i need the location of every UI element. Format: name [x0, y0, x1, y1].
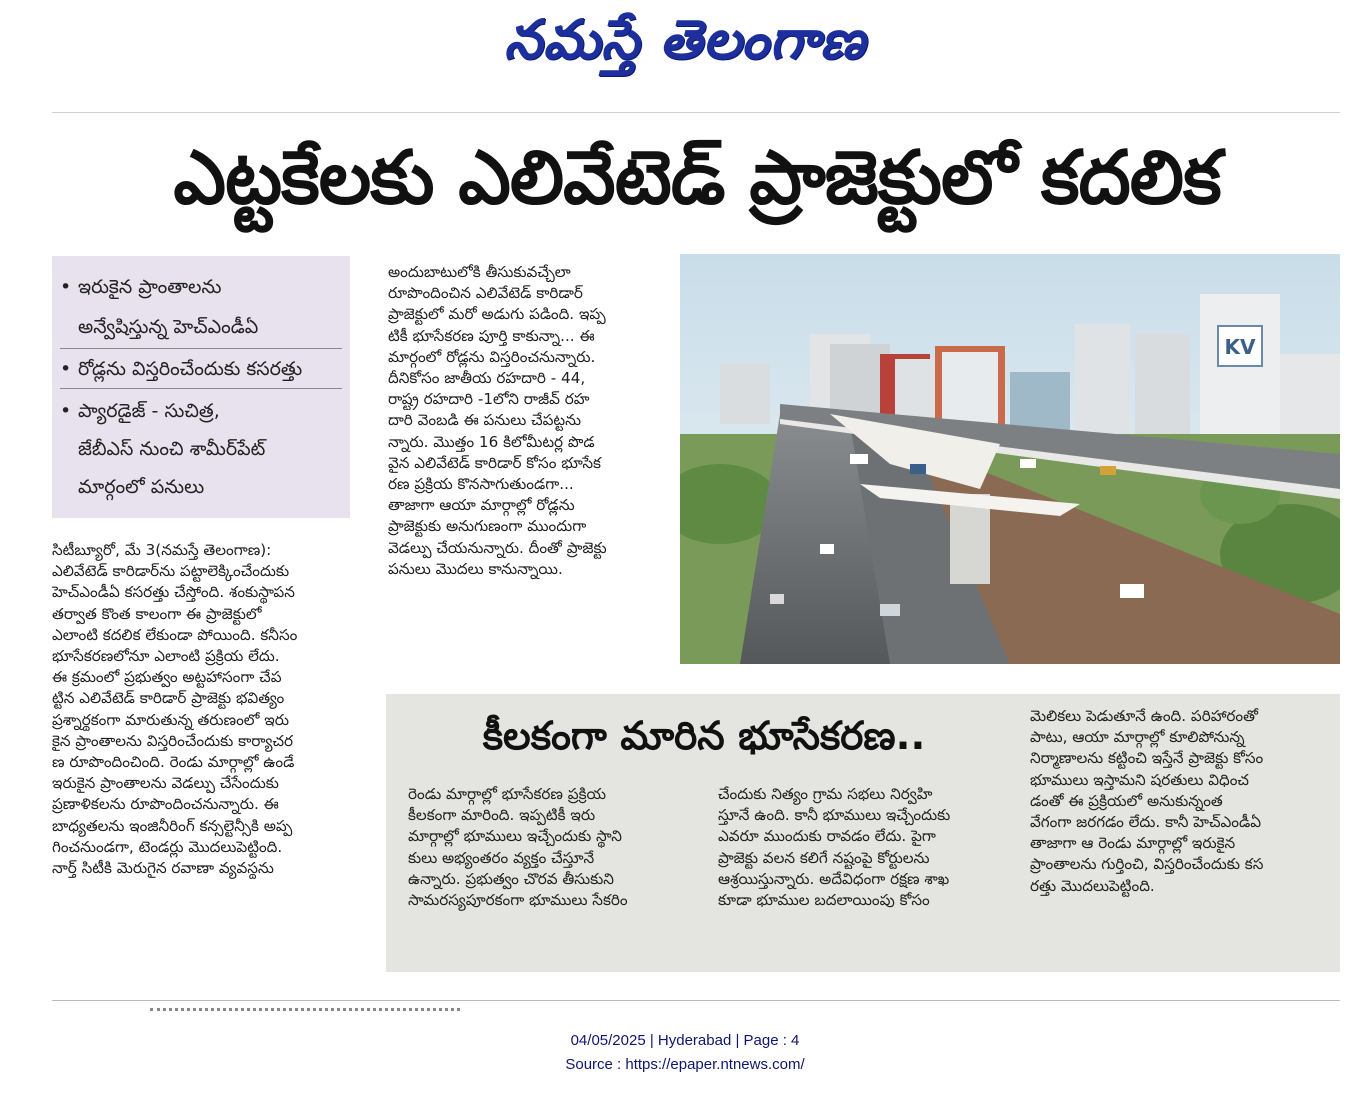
elevated-corridor-photo — [680, 254, 1340, 664]
article-line: రాష్ట్ర రహదారి -1లోని రాజీవ్ రహ — [388, 390, 590, 409]
article-line: అందుబాటులోకి తీసుకువచ్చేలా — [388, 263, 571, 281]
clipped-text-edge — [150, 1008, 460, 1014]
bottom-divider — [52, 1000, 1340, 1001]
article-line: దీనికోసం జాతీయ రహదారి - 44, — [388, 369, 586, 388]
highlight-text: ప్యారడైజ్ - సుచిత్ర, — [78, 400, 220, 422]
article-line: ఎలివేటెడ్ కారిడార్‌ను పట్టాలెక్కించేందుకు — [52, 562, 290, 581]
article-line: ప్రాజెక్టులో మరో అడుగు పడింది. ఇప్ప — [388, 305, 606, 324]
article-line: మార్గాల్లో భూములు ఇచ్చేందుకు స్థాని — [408, 827, 622, 846]
highlight-item — [60, 350, 302, 388]
article-line: హెచ్ఎండీఏ కసరత్తు చేస్తోంది. శంకుస్థాపన — [52, 583, 295, 602]
top-divider — [52, 112, 1340, 113]
highlight-divider — [60, 348, 342, 349]
highlight-text: అన్వేషిస్తున్న హెచ్ఎండీఏ — [78, 316, 259, 338]
article-line: ఎవరూ ముందుకు రావడం లేదు. పైగా — [718, 827, 936, 846]
article-line: కూడా భూముల బదలాయింపు కోసం — [718, 891, 930, 910]
article-line: చేందుకు నిత్యం గ్రామ సభలు నిర్వహి — [718, 785, 933, 803]
bullet-icon: • — [60, 276, 72, 298]
article-line: ఈ క్రమంలో ప్రభుత్వం అట్టహాసంగా చేప — [52, 668, 282, 687]
article-left-column — [52, 540, 352, 879]
highlight-text: జేబీఎస్ నుంచి శామీర్‌పేట్ — [78, 438, 266, 460]
article-line: స్తూనే ఉంది. కానీ భూములు ఇచ్చేందుకు — [718, 806, 951, 825]
subsection-column-3 — [1030, 706, 1320, 897]
article-line: పనులు మొదలు కానున్నాయి. — [388, 559, 563, 578]
article-line: ఆశ్రయిస్తున్నారు. అదేవిధంగా రక్షణ శాఖ — [718, 869, 950, 888]
article-line: రణ ప్రక్రియ కొనసాగుతుండగా... — [388, 475, 574, 494]
corridor-illustration — [680, 254, 1340, 664]
article-line: భూసేకరణలోనూ ఎలాంటి ప్రక్రియ లేదు. — [52, 647, 280, 666]
article-line: రూపొందించిన ఎలివేటెడ్ కారిడార్ — [388, 284, 583, 303]
article-line: కులు అభ్యంతరం వ్యక్తం చేస్తూనే — [408, 848, 595, 867]
bullet-icon: • — [60, 400, 72, 422]
article-line: ప్రాంతాలను గుర్తించి, విస్తరించేందుకు కస — [1030, 855, 1264, 874]
article-line: న్నారు. మొత్తం 16 కిలోమీటర్ల పొడ — [388, 432, 595, 451]
article-line: మెలికలు పెడుతూనే ఉంది. పరిహారంతో — [1030, 707, 1258, 725]
building-sign: KV — [1224, 335, 1256, 359]
article-middle-column — [388, 262, 658, 580]
article-line: రెండు మార్గాల్లో భూసేకరణ ప్రక్రియ — [408, 785, 607, 803]
article-line: సామరస్యపూరకంగా భూములు సేకరిం — [408, 891, 628, 910]
article-line: ఎలాంటి కదలిక లేకుండా పోయింది. కనీసం — [52, 625, 298, 644]
article-headline: ఎట్టకేలకు ఎలివేటెడ్ ప్రాజెక్టులో కదలిక — [173, 135, 1221, 221]
article-line: నార్త్ సిటీకి మెరుగైన రవాణా వ్యవస్థను — [52, 859, 274, 878]
highlight-text: మార్గంలో పనులు — [78, 476, 205, 498]
article-line: మార్గంలో రోడ్లను విస్తరించనున్నారు. — [388, 347, 596, 366]
footer-source-link[interactable]: Source : https://epaper.ntnews.com/ — [565, 1056, 805, 1073]
article-line: దారి వెంబడి ఈ పనులు చేపట్టను — [388, 411, 582, 430]
article-line: ట్టిన ఎలివేటెడ్ కారిడార్ ప్రాజెక్టు భవిత్యం — [52, 689, 285, 708]
highlight-item — [60, 268, 221, 306]
article-line: డంతో ఈ ప్రక్రియలో అనుకున్నంత — [1030, 791, 1223, 810]
article-line: ఉన్నారు. ప్రభుత్వం చొరవ తీసుకుని — [408, 869, 614, 888]
highlights-box — [52, 256, 350, 518]
article-line: తర్వాత కొంత కాలంగా ఈ ప్రాజెక్టులో — [52, 604, 262, 623]
article-line: వైన ఎలివేటెడ్ కారిడార్ కోసం భూసేక — [388, 453, 601, 472]
article-line: గించనుండగా, టెండర్లు మొదలుపెట్టింది. — [52, 837, 283, 856]
article-line: రత్తు మొదలుపెట్టింది. — [1030, 876, 1155, 895]
article-line: ప్రశ్నార్థకంగా మారుతున్న తరుణంలో ఇరు — [52, 710, 289, 729]
article-line: ప్రాజెక్టుకు అనుగుణంగా ముందుగా — [388, 517, 587, 536]
subsection-column-1 — [408, 784, 690, 911]
highlight-text: ఇరుకైన ప్రాంతాలను — [78, 276, 222, 298]
article-line: తాజాగా ఆ రెండు మార్గాల్లో ఇరుకైన — [1030, 834, 1236, 853]
article-line: ణ రూపొందించింది. రెండు మార్గాల్లో ఉండే — [52, 753, 295, 772]
article-line: నిర్మాణాలను కట్టించి ఇస్తేనే ప్రాజెక్టు కోసం — [1030, 749, 1264, 768]
article-line: టికీ భూసేకరణ పూర్తి కాకున్నా... ఈ — [388, 326, 595, 345]
article-line: వెడల్పు చేయనున్నారు. దీంతో ప్రాజెక్టు — [388, 538, 607, 557]
subsection-heading: కీలకంగా మారిన భూసేకరణ.. — [482, 714, 926, 759]
bullet-icon: • — [60, 358, 72, 380]
subsection-column-2 — [718, 784, 1002, 911]
article-line: ప్రణాళికలను రూపొందించనున్నారు. ఈ — [52, 795, 279, 814]
article-line: కీలకంగా మారింది. ఇప్పటికీ ఇరు — [408, 806, 596, 825]
article-line: కైన ప్రాంతాలను విస్తరించేందుకు కార్యాచర — [52, 731, 294, 750]
highlight-divider — [60, 388, 342, 389]
article-line: బాధ్యతలను ఇంజినీరింగ్ కన్సల్టెన్సీకి అప్ప — [52, 816, 293, 835]
article-line: వేగంగా జరగడం లేదు. కానీ హెచ్ఎండీఏ — [1030, 813, 1262, 832]
article-line: ఇరుకైన ప్రాంతాలను వెడల్పు చేసేందుకు — [52, 774, 279, 793]
footer-date-line: 04/05/2025 | Hyderabad | Page : 4 — [570, 1032, 800, 1049]
article-line: సిటీబ్యూరో, మే 3(నమస్తే తెలంగాణ): — [52, 541, 272, 559]
newspaper-masthead: నమస్తే తెలంగాణ — [504, 8, 866, 71]
highlight-text: రోడ్లను విస్తరించేందుకు కసరత్తు — [78, 358, 303, 380]
article-line: తాజాగా ఆయా మార్గాల్లో రోడ్లను — [388, 496, 575, 515]
article-line: భూములు ఇస్తామని షరతులు విధించ — [1030, 770, 1249, 789]
article-line: పాటు, ఆయా మార్గాల్లో కూలిపోనున్న — [1030, 728, 1245, 747]
article-line: ప్రాజెక్టు వలన కలిగే నష్టంపై కోర్టులను — [718, 848, 930, 867]
highlight-item — [60, 392, 220, 430]
